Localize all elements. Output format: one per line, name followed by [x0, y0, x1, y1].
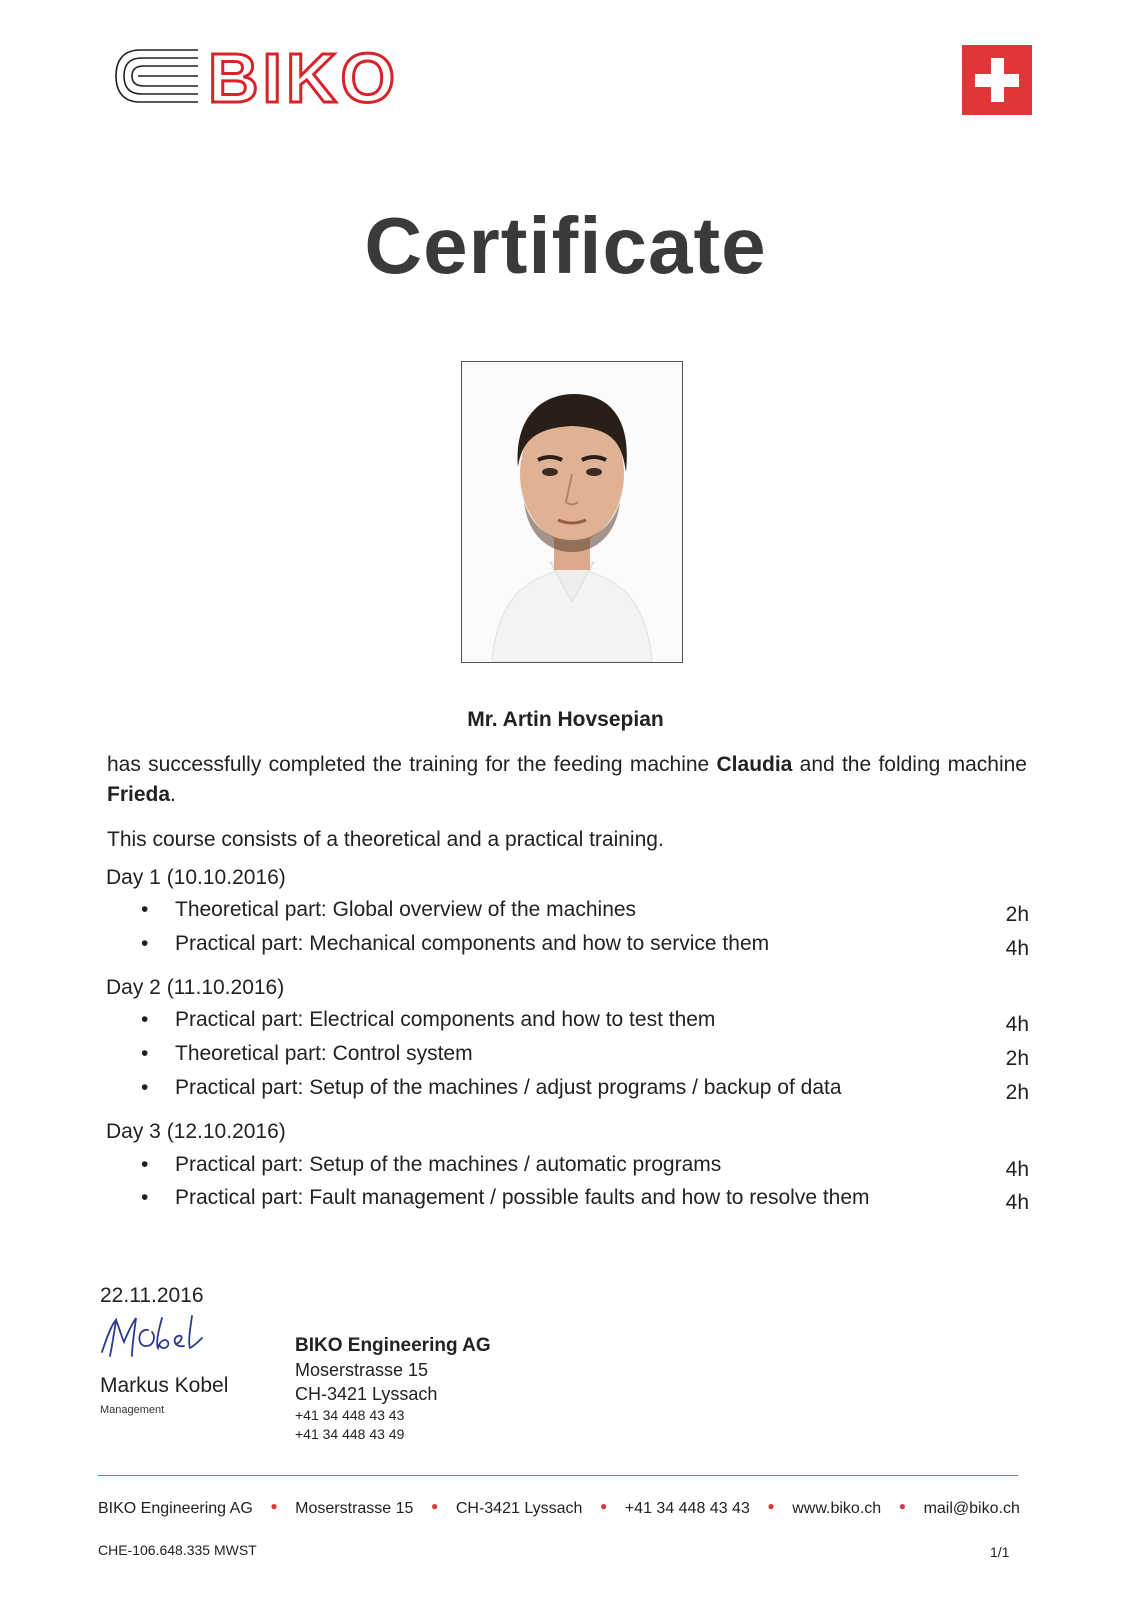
course-description: This course consists of a theoretical and a practical training.: [107, 828, 664, 851]
machine-name-claudia: Claudia: [716, 753, 793, 776]
item-hours: 4h: [1005, 1158, 1029, 1181]
bullet: •: [141, 1008, 149, 1031]
separator-dot-icon: ●: [431, 1499, 439, 1513]
company-address-block: [295, 1334, 491, 1444]
company-city: CH-3421 Lyssach: [295, 1384, 438, 1404]
swiss-flag-icon: [962, 45, 1032, 115]
footer-city: CH-3421 Lyssach: [455, 1500, 583, 1517]
item-label: Theoretical part: Global overview of the machines: [175, 898, 637, 921]
list-item: [141, 1153, 1029, 1183]
completion-statement: [107, 750, 1027, 810]
item-label: Practical part: Fault management / possible faults and how to resolve them: [175, 1186, 870, 1209]
separator-dot-icon: ●: [767, 1499, 775, 1513]
issue-date: 22.11.2016: [100, 1284, 204, 1307]
biko-logo: [112, 38, 464, 114]
item-hours: 4h: [1005, 1191, 1029, 1214]
separator-dot-icon: ●: [270, 1499, 278, 1513]
recipient-photo: [461, 361, 683, 663]
list-item: [141, 1008, 1029, 1038]
machine-name-frieda: Frieda: [107, 783, 171, 806]
footer-contact-line: [98, 1500, 1020, 1518]
item-label: Practical part: Electrical components and how to test them: [175, 1008, 716, 1031]
item-hours: 2h: [1005, 1081, 1029, 1104]
intro-text-1: has successfully completed the training for the feeding machine: [107, 753, 717, 776]
list-item: [141, 898, 1029, 928]
bullet: •: [141, 898, 149, 921]
list-item: [141, 1076, 1029, 1106]
bullet: •: [141, 932, 149, 955]
company-phone: +41 34 448 43 43: [295, 1407, 405, 1423]
bullet: •: [141, 1186, 149, 1209]
certificate-title: Certificate: [364, 201, 767, 290]
item-label: Practical part: Setup of the machines / adjust programs / backup of data: [175, 1076, 842, 1099]
list-item: [141, 932, 1029, 962]
item-hours: 2h: [1005, 903, 1029, 926]
footer-company: BIKO Engineering AG: [98, 1500, 253, 1517]
day-1-heading: Day 1 (10.10.2016): [106, 866, 286, 889]
signature: [98, 1312, 238, 1368]
item-hours: 4h: [1005, 1013, 1029, 1036]
recipient-name: Mr. Artin Hovsepian: [467, 708, 664, 731]
footer-street: Moserstrasse 15: [295, 1500, 414, 1517]
item-label: Practical part: Setup of the machines / automatic programs: [175, 1153, 722, 1176]
footer-email-link[interactable]: mail@biko.ch: [923, 1500, 1020, 1517]
item-label: Practical part: Mechanical components and how to service them: [175, 932, 770, 955]
footer-website-link[interactable]: www.biko.ch: [792, 1500, 882, 1517]
company-name: BIKO Engineering AG: [295, 1335, 491, 1356]
intro-text-2: and the folding machine: [792, 753, 1027, 776]
svg-text:BIKO: BIKO: [208, 39, 399, 114]
list-item: [141, 1186, 1029, 1216]
list-item: [141, 1042, 1029, 1072]
item-hours: 2h: [1005, 1047, 1029, 1070]
bullet: •: [141, 1153, 149, 1176]
footer-divider: [98, 1475, 1018, 1476]
bullet: •: [141, 1042, 149, 1065]
bullet: •: [141, 1076, 149, 1099]
vat-number: CHE-106.648.335 MWST: [98, 1542, 257, 1558]
company-street: Moserstrasse 15: [295, 1360, 429, 1380]
intro-text-3: .: [170, 783, 176, 806]
company-fax: +41 34 448 43 49: [295, 1426, 405, 1442]
separator-dot-icon: ●: [600, 1499, 608, 1513]
footer-phone: +41 34 448 43 43: [624, 1500, 750, 1517]
page-number: 1/1: [990, 1544, 1010, 1560]
day-3-heading: Day 3 (12.10.2016): [106, 1120, 286, 1143]
signer-role: Management: [100, 1404, 165, 1416]
item-hours: 4h: [1005, 937, 1029, 960]
signer-name: Markus Kobel: [100, 1374, 229, 1397]
item-label: Theoretical part: Control system: [175, 1042, 473, 1065]
day-2-heading: Day 2 (11.10.2016): [106, 976, 285, 999]
separator-dot-icon: ●: [898, 1499, 906, 1513]
